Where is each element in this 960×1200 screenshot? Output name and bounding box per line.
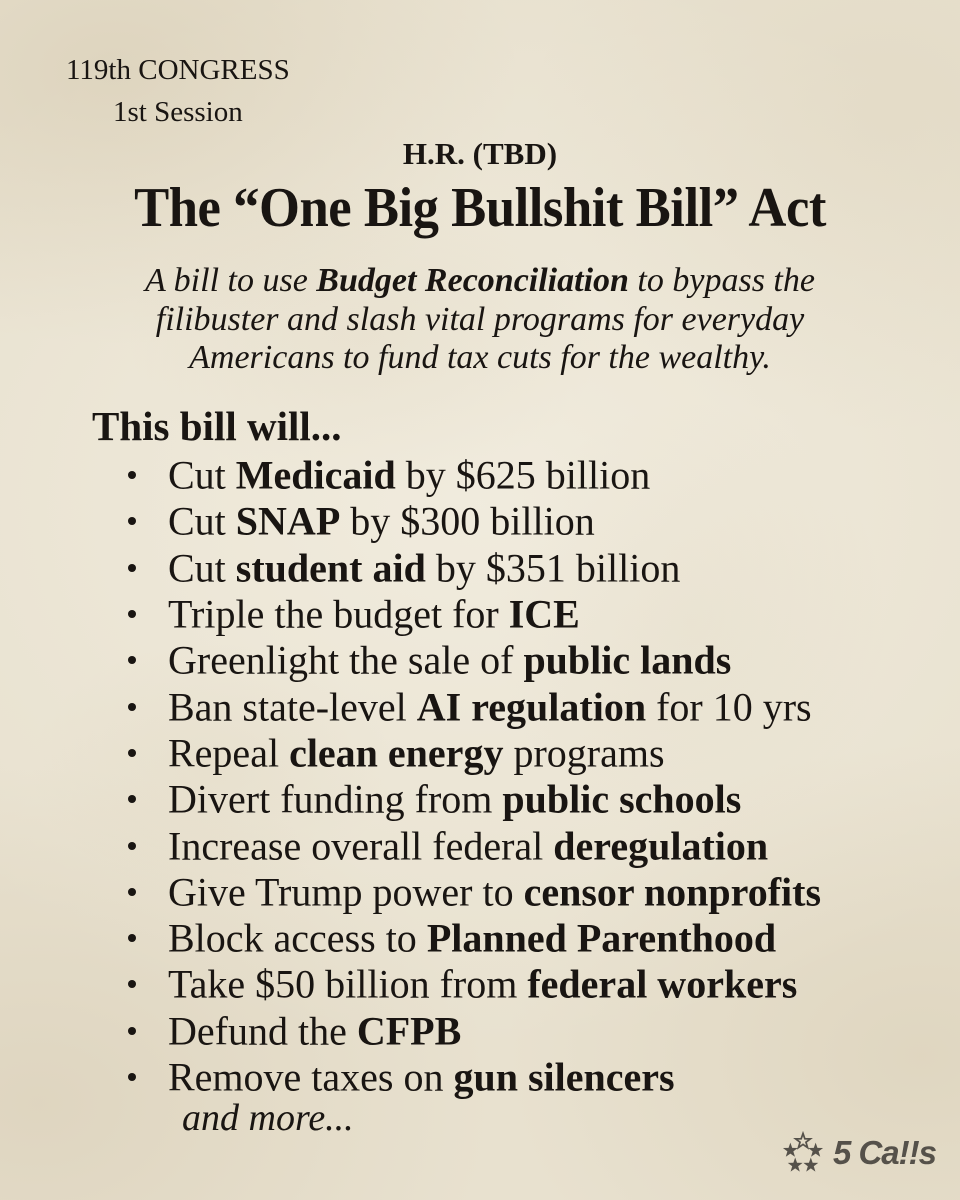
bill-subtitle (0, 262, 960, 378)
bullet-dot (128, 795, 136, 803)
list-item-text (168, 591, 580, 638)
list-item-text (168, 637, 731, 684)
bold-text-run: ICE (508, 591, 580, 637)
list-item-text (168, 1007, 461, 1054)
list-item-text (168, 915, 776, 962)
list-item (0, 498, 960, 544)
text-run: A bill to use (145, 262, 317, 299)
list-item (0, 452, 960, 498)
list-heading: This bill will... (92, 403, 342, 449)
list-item (0, 637, 960, 683)
list-item (0, 1054, 960, 1100)
list-item (0, 776, 960, 822)
list-item-text (168, 683, 812, 730)
bold-text-run: deregulation (553, 823, 769, 869)
text-run: by $351 billion (425, 545, 681, 591)
text-run: Cut (168, 498, 236, 544)
bold-text-run: student aid (235, 545, 426, 591)
text-run: programs (503, 730, 665, 776)
list-item (0, 591, 960, 637)
text-run: Americans to fund tax cuts for the wealthy. (189, 339, 771, 376)
list-item-text (168, 868, 821, 915)
text-run: Divert funding from (168, 776, 503, 822)
bold-text-run: censor nonprofits (523, 869, 822, 915)
text-run: Remove taxes on (168, 1054, 454, 1100)
list-item (0, 545, 960, 591)
list-item (0, 869, 960, 915)
text-run: Greenlight the sale of (168, 637, 524, 683)
list-item-text (168, 452, 650, 499)
subtitle-line (0, 262, 960, 301)
bold-text-run: Budget Reconciliation (316, 262, 629, 299)
list-item-text (168, 498, 595, 545)
text-run: Give Trump power to (168, 869, 524, 915)
bullet-dot (128, 934, 136, 942)
bullet-dot (128, 749, 136, 757)
bullet-dot (128, 471, 136, 479)
bold-text-run: CFPB (356, 1008, 462, 1054)
list-item-text (168, 544, 680, 591)
bullet-dot (128, 1073, 136, 1081)
text-run: Ban state-level (168, 684, 417, 730)
five-calls-logo (778, 1128, 936, 1178)
bold-text-run: clean energy (289, 730, 504, 776)
text-run: by $625 billion (395, 452, 651, 498)
text-run: to bypass the (628, 262, 815, 299)
bold-text-run: public lands (523, 637, 732, 683)
text-run: for 10 yrs (646, 684, 812, 730)
subtitle-line (0, 301, 960, 340)
text-run: Take $50 billion from (168, 961, 528, 1007)
bold-text-run: gun silencers (453, 1054, 675, 1100)
session-line: 1st Session (113, 96, 243, 128)
list-item (0, 961, 960, 1007)
text-run: Cut (168, 452, 236, 498)
congress-line: 119th CONGRESS (66, 54, 290, 86)
bullet-dot (128, 703, 136, 711)
text-run: Increase overall federal (168, 823, 554, 869)
bullet-dot (128, 842, 136, 850)
list-item (0, 683, 960, 729)
bullet-dot (128, 610, 136, 618)
bullet-dot (128, 980, 136, 988)
subtitle-line (0, 339, 960, 378)
list-item-text (168, 776, 741, 823)
bullet-dot (128, 564, 136, 572)
text-run: by $300 billion (340, 498, 595, 544)
five-stars-icon (778, 1128, 828, 1178)
list-item (0, 915, 960, 961)
bullet-dot (128, 888, 136, 896)
text-run: Block access to (168, 915, 427, 961)
list-item (0, 730, 960, 776)
bullet-dot (128, 656, 136, 664)
bold-text-run: public schools (502, 776, 742, 822)
list-item-text (168, 1054, 675, 1101)
bill-title: The “One Big Bullshit Bill” Act (134, 177, 826, 239)
list-item (0, 822, 960, 868)
text-run: filibuster and slash vital programs for everyday (155, 300, 805, 338)
bullet-dot (128, 1027, 136, 1035)
more-note: and more... (182, 1097, 354, 1139)
bold-text-run: federal workers (527, 961, 798, 1007)
bullet-dot (128, 517, 136, 525)
list-item-text (168, 961, 797, 1008)
list-item-text (168, 729, 665, 776)
text-run: Cut (168, 545, 236, 591)
bill-number: H.R. (TBD) (402, 136, 558, 171)
provisions-list (0, 452, 960, 1100)
bold-text-run: SNAP (235, 498, 341, 544)
list-item (0, 1008, 960, 1054)
bold-text-run: Planned Parenthood (426, 915, 777, 961)
bold-text-run: AI regulation (416, 684, 647, 730)
text-run: Defund the (168, 1008, 357, 1054)
text-run: Repeal (168, 730, 290, 776)
five-calls-logo-text: 5 Ca!!s (832, 1134, 936, 1171)
text-run: Triple the budget for (168, 591, 509, 637)
bold-text-run: Medicaid (235, 452, 396, 498)
list-item-text (168, 822, 768, 869)
